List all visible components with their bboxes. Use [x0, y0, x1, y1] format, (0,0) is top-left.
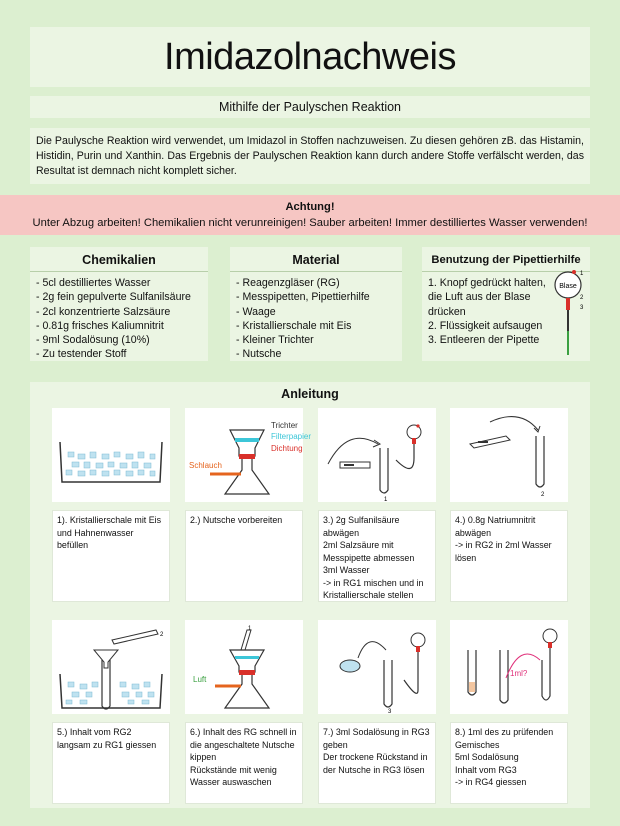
step-text: 5.) Inhalt vom RG2 langsam zu RG1 giessen	[57, 727, 157, 750]
step-3-image	[318, 408, 436, 502]
rg-label: 3	[388, 709, 392, 715]
step-text: 3.) 2g Sulfanilsäure abwägen 2ml Salzsäure mit Messpipette abmessen 3ml Wasser -> in RG1 mischen und in Kristallierschale stellen	[323, 515, 424, 600]
list-item: 3. Entleeren der Pipette	[428, 334, 540, 347]
pipette-icon	[550, 269, 590, 359]
step-4-image	[450, 408, 568, 502]
chemikalien-card	[30, 247, 208, 361]
step-7-caption	[318, 722, 436, 804]
pipette-heading: Benutzung der Pipettierhilfe	[431, 254, 581, 266]
warning-heading: Achtung!	[285, 201, 335, 213]
step-5-caption	[52, 722, 170, 804]
rg-label: 1	[248, 626, 252, 632]
intro-text: Die Paulysche Reaktion wird verwendet, um Imidazol in Stoffen nachzuweisen. Zu diesen gehören zB. das Histamin, Histidin, Purin und Xanthin. Das Ergebnis der Paulyschen Reaktion kann durch andere Stoffe verfälscht werden, das Resultat ist demnach nicht komplett sicher.	[36, 135, 584, 177]
step-7-image	[318, 620, 436, 714]
step-5-image	[52, 620, 170, 714]
chemikalien-heading: Chemikalien	[82, 253, 156, 267]
list-item: - Reagenzgläser (RG)	[236, 277, 340, 290]
list-item: - 9ml Sodalösung (10%)	[36, 334, 150, 347]
step-8-caption	[450, 722, 568, 804]
label-dichtung: Dichtung	[271, 444, 303, 453]
list-item: 1. Knopf gedrückt halten, die Luft aus der Blase drücken	[428, 277, 546, 318]
rg-label: 1	[384, 497, 388, 503]
material-heading: Material	[292, 253, 340, 267]
rg-label: 2	[160, 632, 164, 638]
step-4-caption	[450, 510, 568, 602]
list-item: - Kleiner Trichter	[236, 334, 314, 347]
label-filterpapier: Filterpapier	[271, 432, 312, 441]
step-text: 7.) 3ml Sodalösung in RG3 geben Der trockene Rückstand in der Nutsche in RG3 lösen	[323, 727, 430, 775]
list-item: - Kristallierschale mit Eis	[236, 319, 352, 332]
list-item: - 5cl destilliertes Wasser	[36, 277, 151, 290]
warning-banner	[0, 195, 620, 235]
step-8-image	[450, 620, 568, 714]
step-1-image	[52, 408, 170, 502]
step-1-caption	[52, 510, 170, 602]
step-text: 4.) 0.8g Natriumnitrit abwägen -> in RG2 in 2ml Wasser lösen	[455, 515, 552, 563]
step-2-image	[185, 408, 312, 502]
rg-label: 2	[541, 492, 545, 498]
list-item: - Zu testender Stoff	[36, 348, 127, 361]
step-text: 1). Kristallierschale mit Eis und Hahnenwasser befüllen	[57, 515, 162, 550]
step-text: 2.) Nutsche vorbereiten	[190, 515, 283, 525]
list-item: - 0.81g frisches Kaliumnitrit	[36, 319, 164, 332]
list-item: - 2g fein gepulverte Sulfanilsäure	[36, 291, 191, 304]
step-text: 6.) Inhalt des RG schnell in die angeschaltete Nutsche kippen Rückstände mit wenig Wasser auswaschen	[190, 727, 297, 787]
subtitle-box	[30, 96, 590, 118]
list-item: - Waage	[236, 305, 276, 318]
step-6-caption	[185, 722, 303, 804]
num-2: 2	[580, 295, 584, 301]
pipette-card	[422, 247, 590, 361]
label-schlauch: Schlauch	[189, 461, 222, 470]
material-card	[230, 247, 402, 361]
page-title: Imidazolnachweis	[164, 35, 456, 78]
warning-text: Unter Abzug arbeiten! Chemikalien nicht verunreinigen! Sauber arbeiten! Immer destilliertes Wasser verwenden!	[32, 217, 588, 229]
title-box	[30, 27, 590, 87]
anleitung-panel	[30, 382, 590, 808]
list-item: 2. Flüssigkeit aufsaugen	[428, 319, 543, 332]
num-3: 3	[580, 305, 584, 311]
label-ml: 1ml?	[510, 669, 528, 678]
num-1: 1	[580, 271, 584, 277]
step-3-caption	[318, 510, 436, 602]
page-subtitle: Mithilfe der Paulyschen Reaktion	[218, 100, 402, 114]
blase-label: Blase	[559, 283, 577, 290]
step-2-caption	[185, 510, 303, 602]
intro-box	[30, 128, 590, 184]
anleitung-heading: Anleitung	[281, 387, 339, 401]
label-luft: Luft	[193, 675, 207, 684]
label-trichter: Trichter	[271, 421, 298, 430]
step-text: 8.) 1ml des zu prüfenden Gemisches 5ml Sodalösung Inhalt vom RG3 -> in RG4 giessen	[455, 727, 554, 787]
step-6-image	[185, 620, 303, 714]
list-item: - Messpipetten, Pipettierhilfe	[236, 291, 370, 304]
list-item: - Nutsche	[236, 348, 282, 361]
list-item: - 2cl konzentrierte Salzsäure	[36, 305, 171, 318]
